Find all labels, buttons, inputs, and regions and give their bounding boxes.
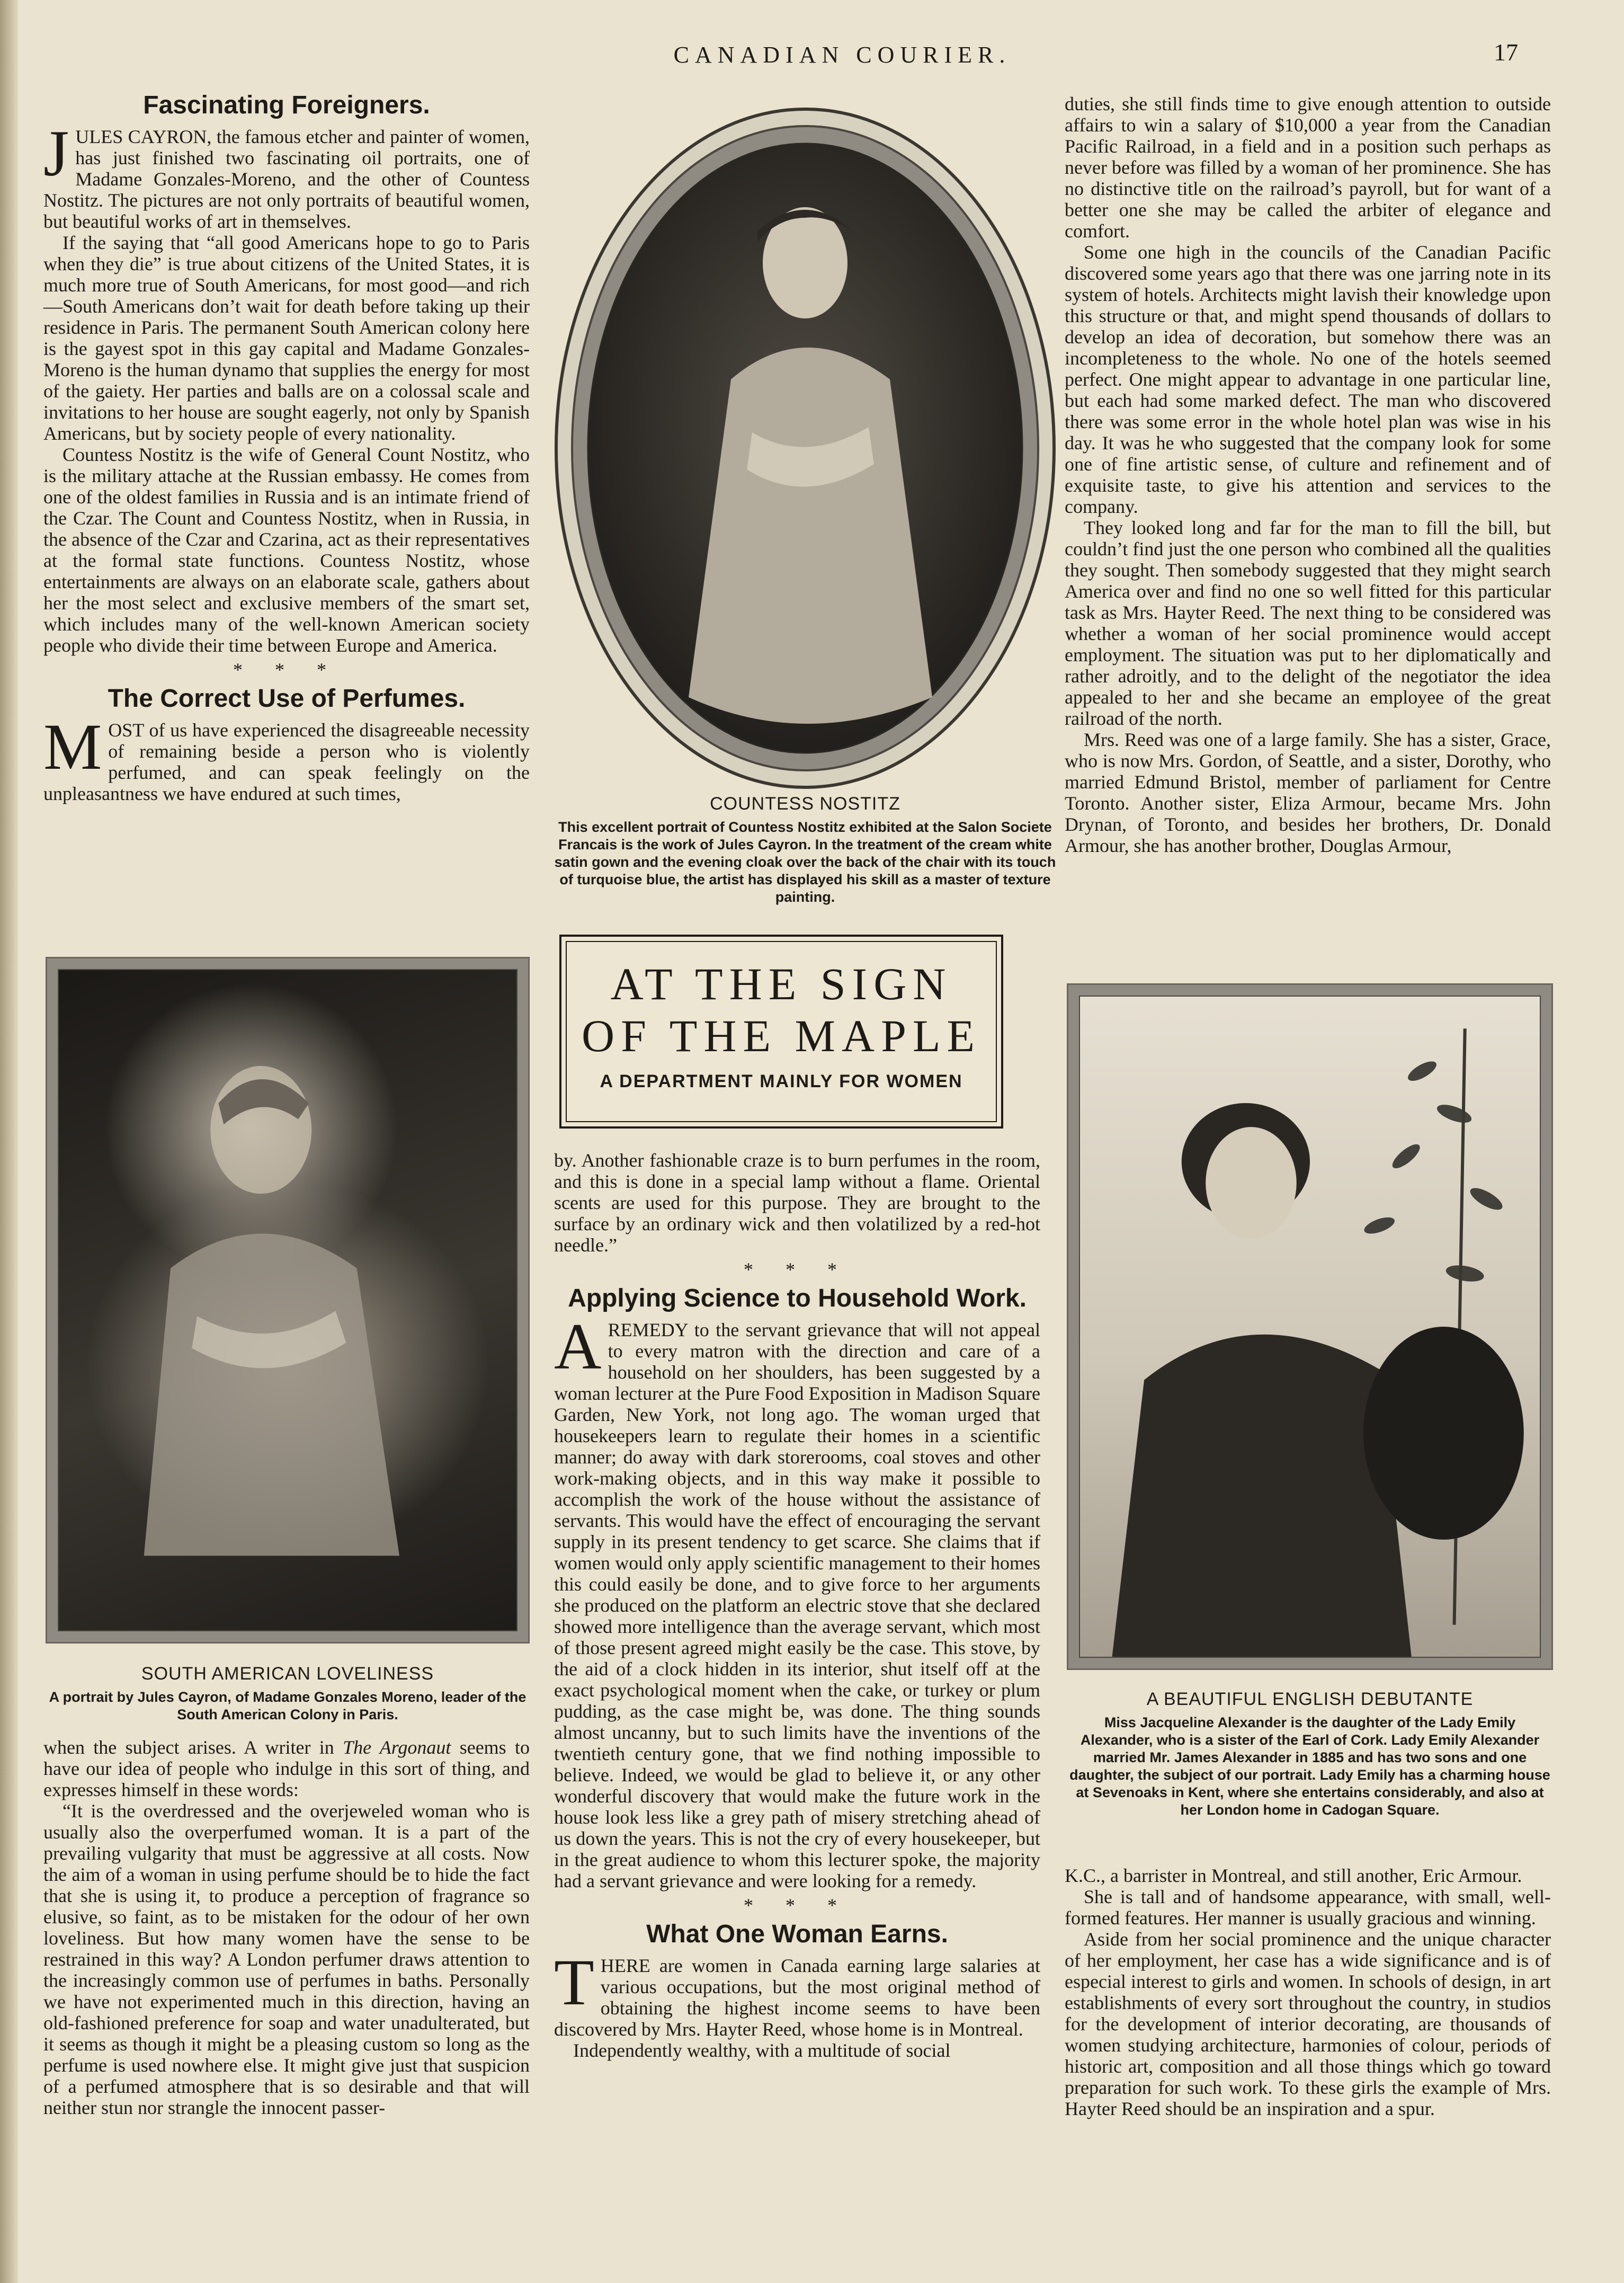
banner-subtitle: A DEPARTMENT MAINLY FOR WOMEN [600, 1071, 963, 1091]
article-paragraph: MOST of us have experienced the disagreeable necessity of remaining beside a person who is violently perfumed, and can speak feelingly on the unpleasantness we have endured at such times, [43, 710, 530, 804]
caption-body: This excellent portrait of Countess Nostitz exhibited at the Salon Societe Francais is the work of Jules Cayron. In the treatment of the cream white satin gown and the evening cloak over the back of the chair with its touch of turquoise blue, the artist has displayed his skill as a master of texture painting. [554, 819, 1056, 905]
caption-body: A portrait by Jules Cayron, of Madame Gonzales Moreno, leader of the South American Colony in Paris. [49, 1689, 527, 1722]
article-paragraph: duties, she still finds time to give enough attention to outside affairs to win a salary of $10,000 a year from the Canadian Pacific Railroad, in a field and in a position such perhaps as never before was filled by a woman of her prominence. She has no distinctive title on the railroad’s payroll, but for want of a better one she may be called the arbiter of elegance and comfort. [1065, 93, 1551, 242]
article-paragraph: when the subject arises. A writer in The Argonaut seems to have our idea of people who indulge in this sort of thing, and expresses himself in these words: [43, 1737, 530, 1800]
headline-what-one-woman-earns: What One Woman Earns. [646, 1920, 948, 1948]
article-paragraph: Independently wealthy, with a multitude of social [573, 2040, 951, 2061]
page-binding-shadow [0, 0, 18, 2283]
left-column-bottom [43, 1737, 530, 2118]
caption-title: SOUTH AMERICAN LOVELINESS [141, 1664, 434, 1684]
running-header: CANADIAN COURIER. [673, 42, 1011, 68]
drop-cap: A [554, 1310, 602, 1383]
seated-woman-illustration [59, 970, 516, 1630]
caption-title: COUNTESS NOSTITZ [710, 794, 900, 814]
section-separator: * * * [744, 1895, 851, 1916]
right-column-bottom [1065, 1865, 1551, 2119]
section-separator: * * * [744, 1259, 851, 1280]
drop-cap: M [43, 710, 102, 783]
article-paragraph: “It is the overdressed and the overjeweled woman who is usually also the overperfumed woman. It is a part of the prevailing vulgarity that must be aggressive at all costs. Now the aim of a woman in using perfume should be to hide the fact that she is using it, to produce a perception of fragrance so elusive, so faint, as to be mistaken for the odour of her own loveliness. But how many women have the sense to be restrained in this way? A London perfumer draws attention to the increasingly common use of perfumes in baths. Personally we have not experimented much in this direction, having an old-fashioned preference for soap and water unadulterated, but it seems as though it might be a pleasing custom so long as the perfume is used nowhere else. It might give just that suspicion of a perfumed atmosphere that is so desirable and that will neither stun nor strangle the innocent passer- [43, 1800, 530, 2118]
banner-title-line2: OF THE MAPLE [581, 1010, 981, 1061]
south-american-caption [46, 1664, 530, 1724]
caption-title: A BEAUTIFUL ENGLISH DEBUTANTE [1146, 1689, 1474, 1709]
article-paragraph: Aside from her social prominence and the unique character of her employment, her case has a wide significance and is of especial interest to girls and women. In schools of design, in art establishments of every sort throughout the country, in studios for the development of interior decorating, are thousands of women studying architecture, harmonies of colour, periods of historic art, composition and all those things which go toward preparation for such work. To these girls the example of Mrs. Hayter Reed should be an inspiration and a spur. [1065, 1929, 1551, 2119]
middle-column-text [554, 1150, 1040, 2061]
department-banner [559, 935, 1003, 1129]
drop-cap: T [554, 1946, 594, 2019]
countess-nostitz-caption [551, 794, 1059, 906]
banner-title-line1: AT THE SIGN [610, 958, 952, 1009]
headline-correct-use-of-perfumes: The Correct Use of Perfumes. [108, 685, 466, 713]
article-paragraph: Some one high in the councils of the Canadian Pacific discovered some years ago that there was one jarring note in its system of hotels. Architects might lavish their knowledge upon this structure or that, and might spend thousands of dollars to develop an idea of decoration, but somehow there was an incompleteness to the whole. No one of the hotels seemed perfect. One might appear to advantage in one particular line, but each had some marked defect. The man who discovered there was some error in the whole hotel plan was wise in his day. It was he who suggested that the company look for some one of fine artistic sense, of culture and refinement and of exquisite taste, to give his attention and services to the company. [1065, 242, 1551, 517]
headline-applying-science: Applying Science to Household Work. [568, 1284, 1027, 1312]
article-paragraph: K.C., a barrister in Montreal, and still another, Eric Armour. [1065, 1865, 1522, 1886]
page-number: 17 [1494, 39, 1518, 66]
article-paragraph: She is tall and of handsome appearance, with small, well-formed features. Her manner is usually gracious and winning. [1065, 1886, 1551, 1929]
caption-body: Miss Jacqueline Alexander is the daughter of the Lady Emily Alexander, who is a sister of the Earl of Cork. Lady Emily Alexander married Mr. James Alexander in 1885 and has two sons and one daughter, the subject of our portrait. Lady Emily has a charming house at Sevenoaks in Kent, where she entertains considerably, and also at her London home in Cadogan Square. [1069, 1715, 1550, 1818]
english-debutante-photo [1067, 983, 1553, 1670]
countess-nostitz-oval-portrait [551, 104, 1059, 793]
drop-cap: J [43, 117, 69, 190]
article-paragraph: by. Another fashionable craze is to burn perfumes in the room, and this is done in a special lamp without a flame. Oriental scents are used for this purpose. They are brought to the surface by an ordinary wick and then volatilized by a red-hot needle.” [554, 1150, 1040, 1256]
article-paragraph: If the saying that “all good Americans hope to go to Paris when they die” is true about citizens of the United States, it is much more true of South Americans, for most good—and rich—South Americans don’t wait for death before taking up their residence in Paris. The permanent South American colony here is the gayest spot in this gay capital and Madame Gonzales-Moreno is the human dynamo that supplies the energy for most of the gaiety. Her parties and balls are on a colossal scale and invitations to her house are sought eagerly, not only by Spanish Americans, but by society people of every nationality. [43, 232, 530, 444]
right-column-top [1065, 93, 1551, 856]
article-paragraph: AREMEDY to the servant grievance that will not appeal to every matron with the direction and care of a household on her shoulders, has been suggested by a woman lecturer at the Pure Food Exposition in Madison Square Garden, New York, not long ago. The woman urged that housekeepers learn to regulate their homes in a scientific manner; do away with dark storerooms, coal stoves and other work-making objects, and in this way make it possible to accomplish the work of the house without the assistance of servants. This would have the effect of encouraging the servant supply in its present tendency to get scarce. She claims that if women would only apply scientific management to their homes this could easily be done, and to give force to her arguments she produced on the platform an electric stove that she declared showed more intelligence than the average servant, which most of those present agreed might easily be the case. This stove, by the aid of a clock hidden in its interior, shut itself off at the exact psychological moment when the cake, or turkey or plum pudding, as the case might be, was done. The thing sounds almost uncanny, but to such limits have the inventions of the twentieth century gone, that we find nothing impossible to believe. Indeed, we would be glad to believe it, or any other wonderful discovery that would make the future work in the house look less like a grey path of misery stretching ahead of us down the years. This is not the cry of every housekeeper, but in the great audience to whom this lecturer spoke, the majority had a servant grievance and were looking for a remedy. [554, 1310, 1040, 1891]
south-american-portrait-photo [46, 957, 530, 1644]
left-column-top [43, 90, 530, 804]
article-paragraph: They looked long and far for the man to fill the bill, but couldn’t find just the one person who combined all the qualities they sought. Then somebody suggested that they might search America over and find no one so well fitted for this particular task as Mrs. Hayter Reed. The next thing to be considered was whether a woman of her social prominence would accept employment. The situation was put to her diplomatically and rather adroitly, and to the delight of the negotiator the idea appealed to her and she became an employee of the great railroad of the north. [1065, 517, 1551, 729]
article-paragraph: Mrs. Reed was one of a large family. She has a sister, Grace, who is now Mrs. Gordon, of Seattle, and a sister, Dorothy, who married Edmund Bristol, member of parliament for Centre Toronto. Another sister, Eliza Armour, became Mrs. John Drynan, of Toronto, and besides her brothers, Dr. Donald Armour, she has another brother, Douglas Armour, [1065, 729, 1551, 856]
article-paragraph: JULES CAYRON, the famous etcher and painter of women, has just finished two fascinating oil portraits, one of Madame Gonzales-Moreno, and the other of Countess Nostitz. The pictures are not only portraits of beautiful women, but beautiful works of art in themselves. [43, 117, 530, 232]
debutante-illustration [1080, 997, 1540, 1657]
english-debutante-caption [1067, 1689, 1553, 1819]
article-paragraph: Countess Nostitz is the wife of General Count Nostitz, who is the military attache at the Russian embassy. He comes from one of the oldest families in Russia and is an intimate friend of the Czar. The Count and Countess Nostitz, when in Russia, in the absence of the Czar and Czarina, act as their representatives at the formal state functions. Countess Nostitz, whose entertainments are always on an elaborate scale, gathers about her the most select and exclusive members of the smart set, which includes many of the well-known American society people who divide their time between Europe and America. [43, 444, 530, 656]
article-paragraph: THERE are women in Canada earning large salaries at various occupations, but the most original method of obtaining the highest income seems to have been discovered by Mrs. Hayter Reed, whose home is in Montreal. [554, 1946, 1040, 2040]
section-separator: * * * [233, 659, 340, 680]
headline-fascinating-foreigners: Fascinating Foreigners. [143, 91, 430, 119]
